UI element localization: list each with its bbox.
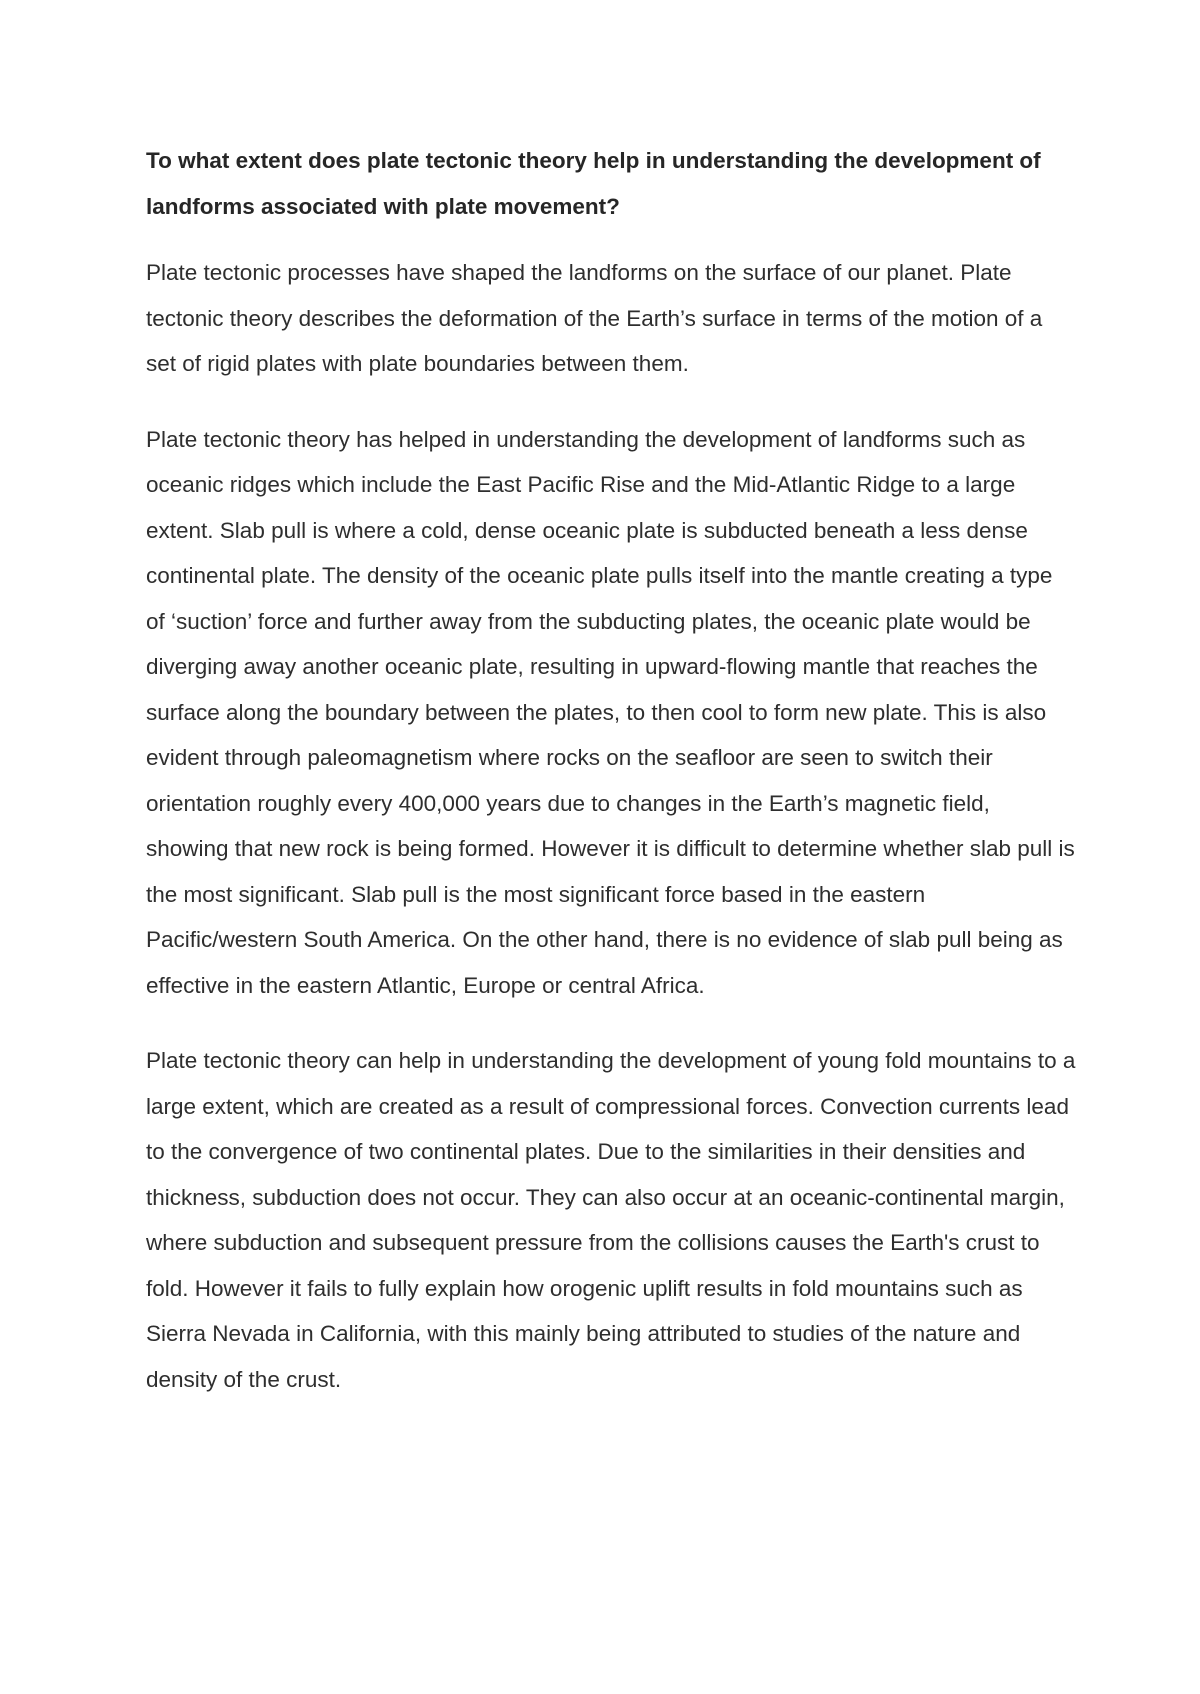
document-body [146, 138, 1076, 1432]
paragraph-intro: Plate tectonic processes have shaped the landforms on the surface of our planet. Plate tectonic theory describes the deformation of the Earth’s surface in terms of the motion of a set of rigid plates with plate boundaries between them. [146, 260, 1043, 376]
essay-title: To what extent does plate tectonic theory help in understanding the development of landforms associated with plate movement? [146, 148, 1041, 219]
paragraph-fold-mountains: Plate tectonic theory can help in understanding the development of young fold mountains to a large extent, which are created as a result of compressional forces. Convection currents lead to the convergence of two continental plates. Due to the similarities in their densities and thickness, subduction does not occur. They can also occur at an oceanic-continental margin, where subduction and subsequent pressure from the collisions causes the Earth's crust to fold. However it fails to fully explain how orogenic uplift results in fold mountains such as Sierra Nevada in California, with this mainly being attributed to studies of the nature and density of the crust. [146, 1048, 1076, 1392]
paragraph-oceanic-ridges: Plate tectonic theory has helped in understanding the development of landforms such as oceanic ridges which include the East Pacific Rise and the Mid-Atlantic Ridge to a large extent. Slab pull is where a cold, dense oceanic plate is subducted beneath a less dense continental plate. The density of the oceanic plate pulls itself into the mantle creating a type of ‘suction’ force and further away from the subducting plates, the oceanic plate would be diverging away another oceanic plate, resulting in upward-flowing mantle that reaches the surface along the boundary between the plates, to then cool to form new plate. This is also evident through paleomagnetism where rocks on the seafloor are seen to switch their orientation roughly every 400,000 years due to changes in the Earth’s magnetic field, showing that new rock is being formed. However it is difficult to determine whether slab pull is the most significant. Slab pull is the most significant force based in the eastern Pacific/western South America. On the other hand, there is no evidence of slab pull being as effective in the eastern Atlantic, Europe or central Africa. [146, 426, 1075, 998]
